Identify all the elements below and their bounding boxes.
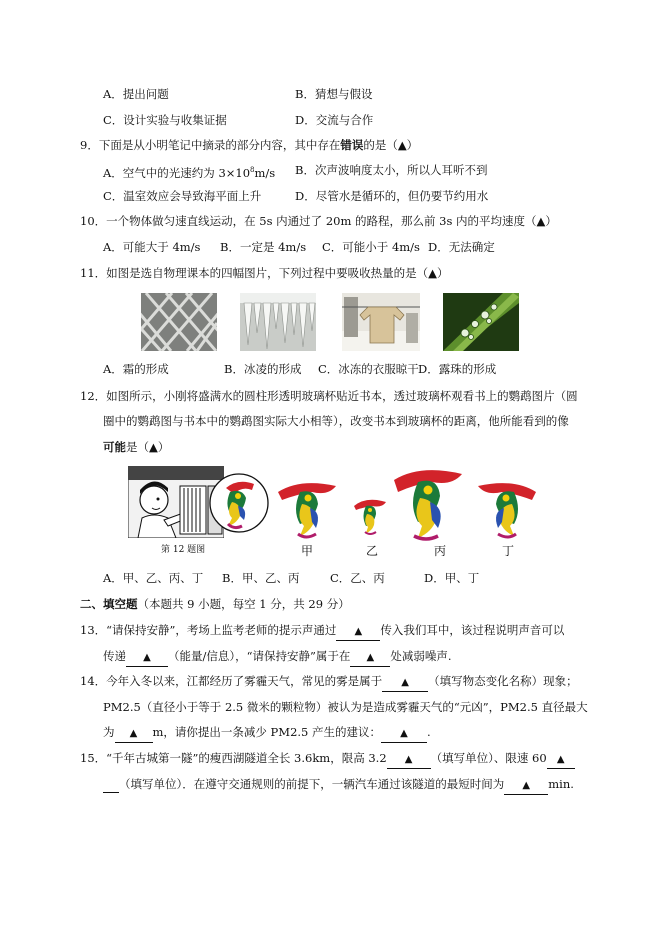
q12-line-1: 12．如图所示，小刚将盛满水的圆柱形透明玻璃杯贴近书本，透过玻璃杯观看书上的鹦鹉图片（圆 [80, 389, 578, 403]
parrot-image-yi [352, 496, 388, 536]
q12-emphasis: 可能 [103, 440, 126, 454]
label-bing: 丙 [434, 544, 447, 558]
label-yi: 乙 [366, 544, 379, 558]
label-ding: 丁 [502, 544, 515, 558]
q8-option-c: C．设计实验与收集证据 [103, 113, 227, 127]
figure-caption: 第 12 题图 [161, 545, 206, 555]
q9-option-c: C．温室效应会导致海平面上升 [103, 189, 262, 203]
q10-stem: 10．一个物体做匀速直线运动，在 5s 内通过了 20m 的路程，那么前 3s 内的平均速度（▲） [80, 214, 557, 228]
q11-option-c: C．冰冻的衣服晾干 [318, 362, 419, 376]
q12-option-d: D．甲、丁 [424, 571, 480, 585]
q15-blank-2: ▲ [547, 752, 575, 769]
q11-option-a: A．霜的形成 [103, 362, 169, 376]
q9-option-d: D．尽管水是循环的，但仍要节约用水 [295, 189, 489, 203]
q9-stem: 9．下面是从小明笔记中摘录的部分内容，其中存在错误的是（▲） [80, 138, 419, 152]
section-2-heading [80, 596, 350, 612]
q13-blank-2: ▲ [126, 650, 168, 667]
parrot-image-jia [276, 478, 340, 540]
q8-option-a: A．提出问题 [103, 87, 169, 101]
section-2-title: 二、填空题 [80, 597, 138, 611]
q13-blank-3: ▲ [350, 650, 390, 667]
q10-option-d: D．无法确定 [428, 240, 495, 254]
q13-line-1: 13．“请保持安静”，考场上监考老师的提示声通过 ▲ 传入我们耳中，该过程说明声音可以 [80, 622, 564, 641]
q10-option-c: C．可能小于 4m/s [322, 240, 420, 254]
q10-option-b: B．一定是 4m/s [220, 240, 307, 254]
frost-photo [141, 293, 217, 351]
q14-line-3: 为 ▲ m，请你提出一条减少 PM2.5 产生的建议： ▲ . [103, 724, 431, 743]
frozen-clothes-photo [342, 293, 420, 351]
dew-drops-photo [443, 293, 519, 351]
section-2-note: （本题共 9 小题，每空 1 分，共 29 分） [137, 597, 350, 611]
q11-stem: 11．如图是选自物理课本的四幅图片，下列过程中要吸收热量的是（▲） [80, 266, 449, 280]
parrot-image-bing [392, 464, 464, 542]
q15-line-2: （填写单位）．在遵守交通规则的前提下，一辆汽车通过该隧道的最短时间为 ▲ min. [103, 776, 574, 795]
icicle-photo [240, 293, 316, 351]
q9-option-b: B．次声波响度太小，所以人耳听不到 [295, 163, 488, 177]
q15-blank-3: ▲ [504, 778, 548, 795]
q8-option-b: B．猜想与假设 [295, 87, 373, 101]
q11-option-d: D．露珠的形成 [418, 362, 497, 376]
q15-blank-2-continued [103, 776, 119, 793]
q14-blank-2: ▲ [115, 726, 153, 743]
q10-option-a: A．可能大于 4m/s [103, 240, 201, 254]
circled-parrot-image [208, 472, 270, 534]
parrot-image-ding [474, 478, 538, 540]
q8-option-d: D．交流与合作 [295, 113, 374, 127]
q9-option-a: A．空气中的光速约为 $3\times 10^8m/s$ [103, 165, 276, 180]
q12-line-3: 可能是（▲） [103, 440, 170, 454]
q9-stem-emphasis: 错误 [340, 138, 364, 152]
label-jia: 甲 [301, 544, 314, 558]
q11-option-b: B．冰凌的形成 [224, 362, 302, 376]
q12-option-b: B．甲、乙、丙 [222, 571, 300, 585]
q12-option-c: C．乙、丙 [330, 571, 385, 585]
q13-line-2: 传递 ▲ （能量/信息），“请保持安静”属于在 ▲ 处减弱噪声. [103, 648, 452, 667]
q15-line-1: 15．“千年古城第一隧”的瘦西湖隧道全长 3.6km，限高 3.2 ▲ （填写单位）、限速 60 ▲ [80, 750, 575, 769]
q14-line-2: PM2.5（直径小于等于 2.5 微米的颗粒物）被认为是造成雾霾天气的“元凶”，PM2.5 直径最大 [103, 700, 588, 714]
q12-option-a: A．甲、乙、丙、丁 [103, 571, 204, 585]
q14-blank-1: ▲ [382, 675, 428, 692]
q14-blank-3: ▲ [381, 726, 427, 743]
q12-line-2: 圈中的鹦鹉图与书本中的鹦鹉图实际大小相等），改变书本到玻璃杯的距离，他所能看到的像 [103, 414, 569, 428]
q15-blank-1: ▲ [387, 752, 431, 769]
q13-blank-1: ▲ [336, 624, 380, 641]
q14-line-1: 14．今年入冬以来，江都经历了雾霾天气，常见的雾是属于 ▲ （填写物态变化名称）现象； [80, 673, 578, 692]
